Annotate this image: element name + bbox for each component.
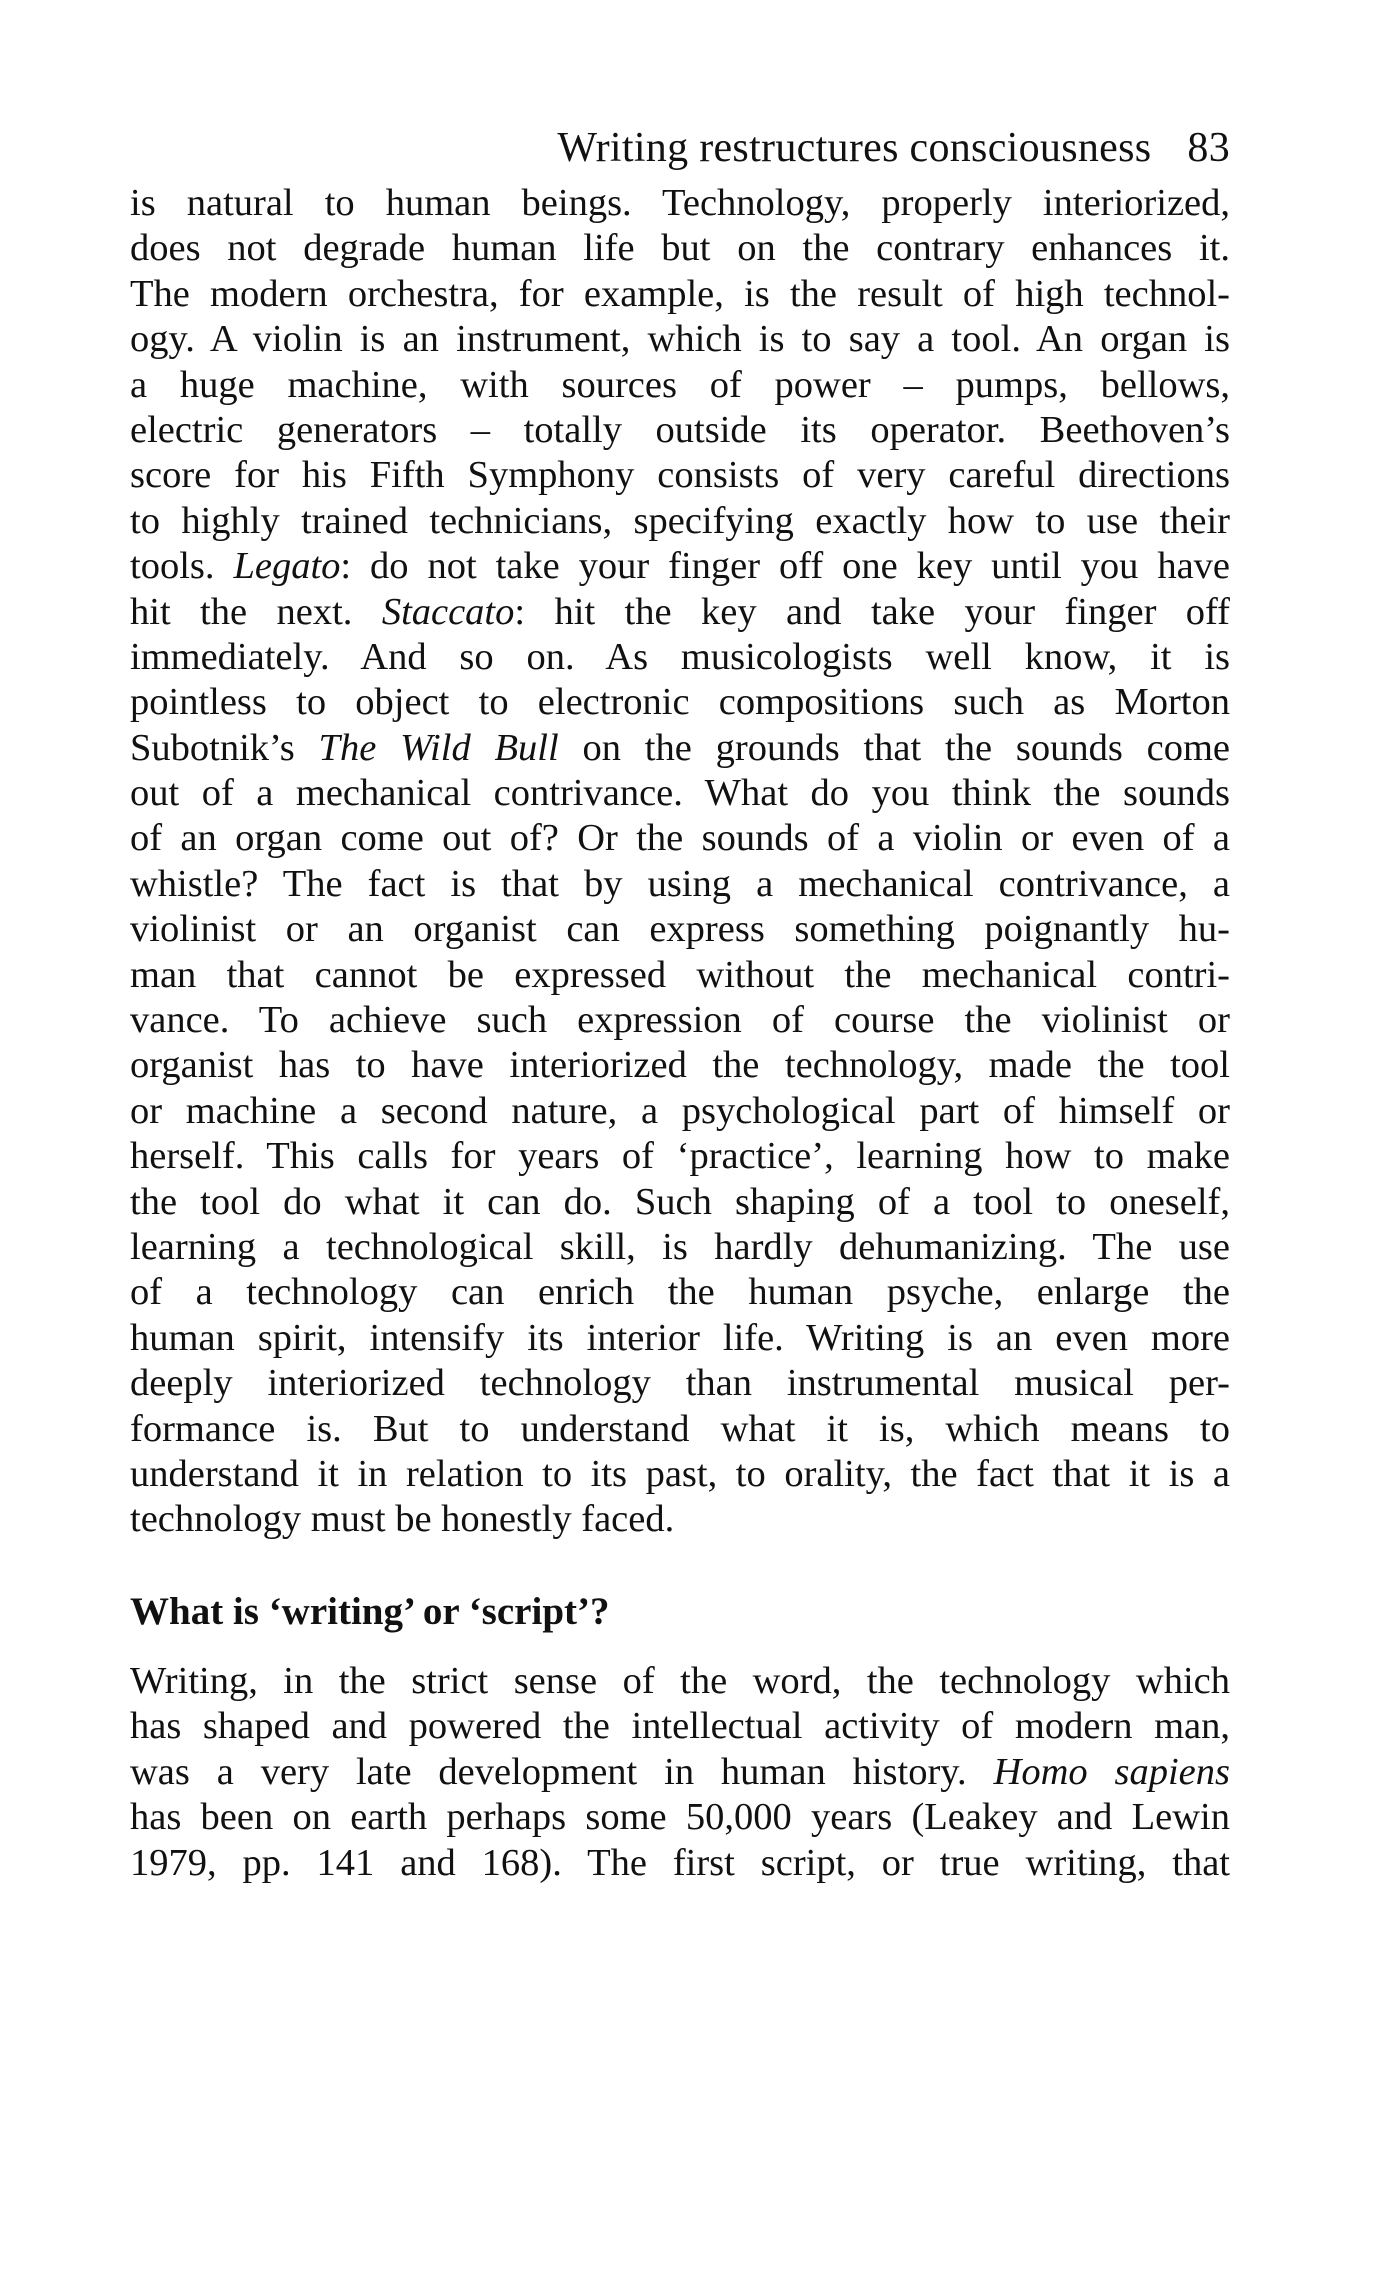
text-line: score for his Fifth Symphony consists of very careful directions xyxy=(130,454,1230,497)
text-line xyxy=(130,544,1230,589)
text-line-part: tools. xyxy=(130,545,215,588)
text-line: of a technology can enrich the human psyche, enlarge the xyxy=(130,1271,1230,1314)
text-line: vance. To achieve such expression of course the violinist or xyxy=(130,999,1230,1042)
text-line: human spirit, intensify its interior life. Writing is an even more xyxy=(130,1316,1230,1359)
text-line: does not degrade human life but on the contrary enhances it. xyxy=(130,227,1230,270)
text-line xyxy=(130,726,1230,771)
text-line-part: Subotnik’s xyxy=(130,726,295,769)
italic-title-wild-bull: The Wild Bull xyxy=(318,726,559,769)
italic-term-staccato: Staccato xyxy=(381,590,515,633)
text-line: electric generators – totally outside its operator. Beethoven’s xyxy=(130,408,1230,451)
text-line: is natural to human beings. Technology, properly interiorized, xyxy=(130,182,1230,224)
text-line: the tool do what it can do. Such shaping of a tool to oneself, xyxy=(130,1180,1230,1223)
text-line: The modern orchestra, for example, is the result of high technol- xyxy=(130,272,1230,315)
text-line-part: on the grounds that the sounds come xyxy=(558,726,1230,769)
italic-term-homo-sapiens: Homo sapiens xyxy=(993,1750,1230,1793)
running-head-title: Writing restructures consciousness xyxy=(557,125,1152,171)
text-line: technology must be honestly faced. xyxy=(130,1498,675,1541)
text-line: learning a technological skill, is hardly dehumanizing. The use xyxy=(130,1225,1230,1268)
text-line: understand it in relation to its past, to orality, the fact that it is a xyxy=(130,1452,1230,1495)
text-line: violinist or an organist can express something poignantly hu- xyxy=(130,908,1230,951)
page-number: 83 xyxy=(1187,125,1230,171)
text-line: formance is. But to understand what it is, which means to xyxy=(130,1407,1230,1450)
text-line-part: hit the next. xyxy=(130,590,353,633)
text-line: pointless to object to electronic compositions such as Morton xyxy=(130,681,1230,724)
text-line: has been on earth perhaps some 50,000 years (Leakey and Lewin xyxy=(130,1796,1230,1839)
text-line: a huge machine, with sources of power – pumps, bellows, xyxy=(130,363,1230,406)
text-line: or machine a second nature, a psychological part of himself or xyxy=(130,1089,1230,1132)
text-line: herself. This calls for years of ‘practice’, learning how to make xyxy=(130,1135,1230,1178)
text-line: organist has to have interiorized the technology, made the tool xyxy=(130,1044,1230,1087)
text-line: Writing, in the strict sense of the word, the technology which xyxy=(130,1660,1230,1702)
text-line: 1979, pp. 141 and 168). The first script, or true writing, that xyxy=(130,1841,1230,1884)
text-line: out of a mechanical contrivance. What do you think the sounds xyxy=(130,772,1230,815)
text-line xyxy=(130,1750,1230,1795)
body-paragraph-1 xyxy=(130,181,1230,1543)
body-paragraph-2 xyxy=(130,1659,1230,1886)
text-line: immediately. And so on. As musicologists well know, it is xyxy=(130,635,1230,678)
text-line-part: : hit the key and take your finger off xyxy=(514,590,1230,633)
text-line: has shaped and powered the intellectual activity of modern man, xyxy=(130,1705,1230,1748)
text-line: deeply interiorized technology than instrumental musical per- xyxy=(130,1362,1230,1405)
text-line: whistle? The fact is that by using a mechanical contrivance, a xyxy=(130,862,1230,905)
text-line: man that cannot be expressed without the mechanical contri- xyxy=(130,953,1230,996)
text-line-part: : do not take your finger off one key until you have xyxy=(340,545,1230,588)
text-line: ogy. A violin is an instrument, which is to say a tool. An organ is xyxy=(130,318,1230,361)
text-line xyxy=(130,590,1230,635)
section-heading: What is ‘writing’ or ‘script’? xyxy=(130,1590,610,1633)
text-line-part: was a very late development in human history. xyxy=(130,1750,967,1793)
italic-term-legato: Legato xyxy=(233,545,341,588)
running-head xyxy=(130,118,1230,178)
text-line: of an organ come out of? Or the sounds of a violin or even of a xyxy=(130,817,1230,860)
text-line: to highly trained technicians, specifying exactly how to use their xyxy=(130,499,1230,542)
